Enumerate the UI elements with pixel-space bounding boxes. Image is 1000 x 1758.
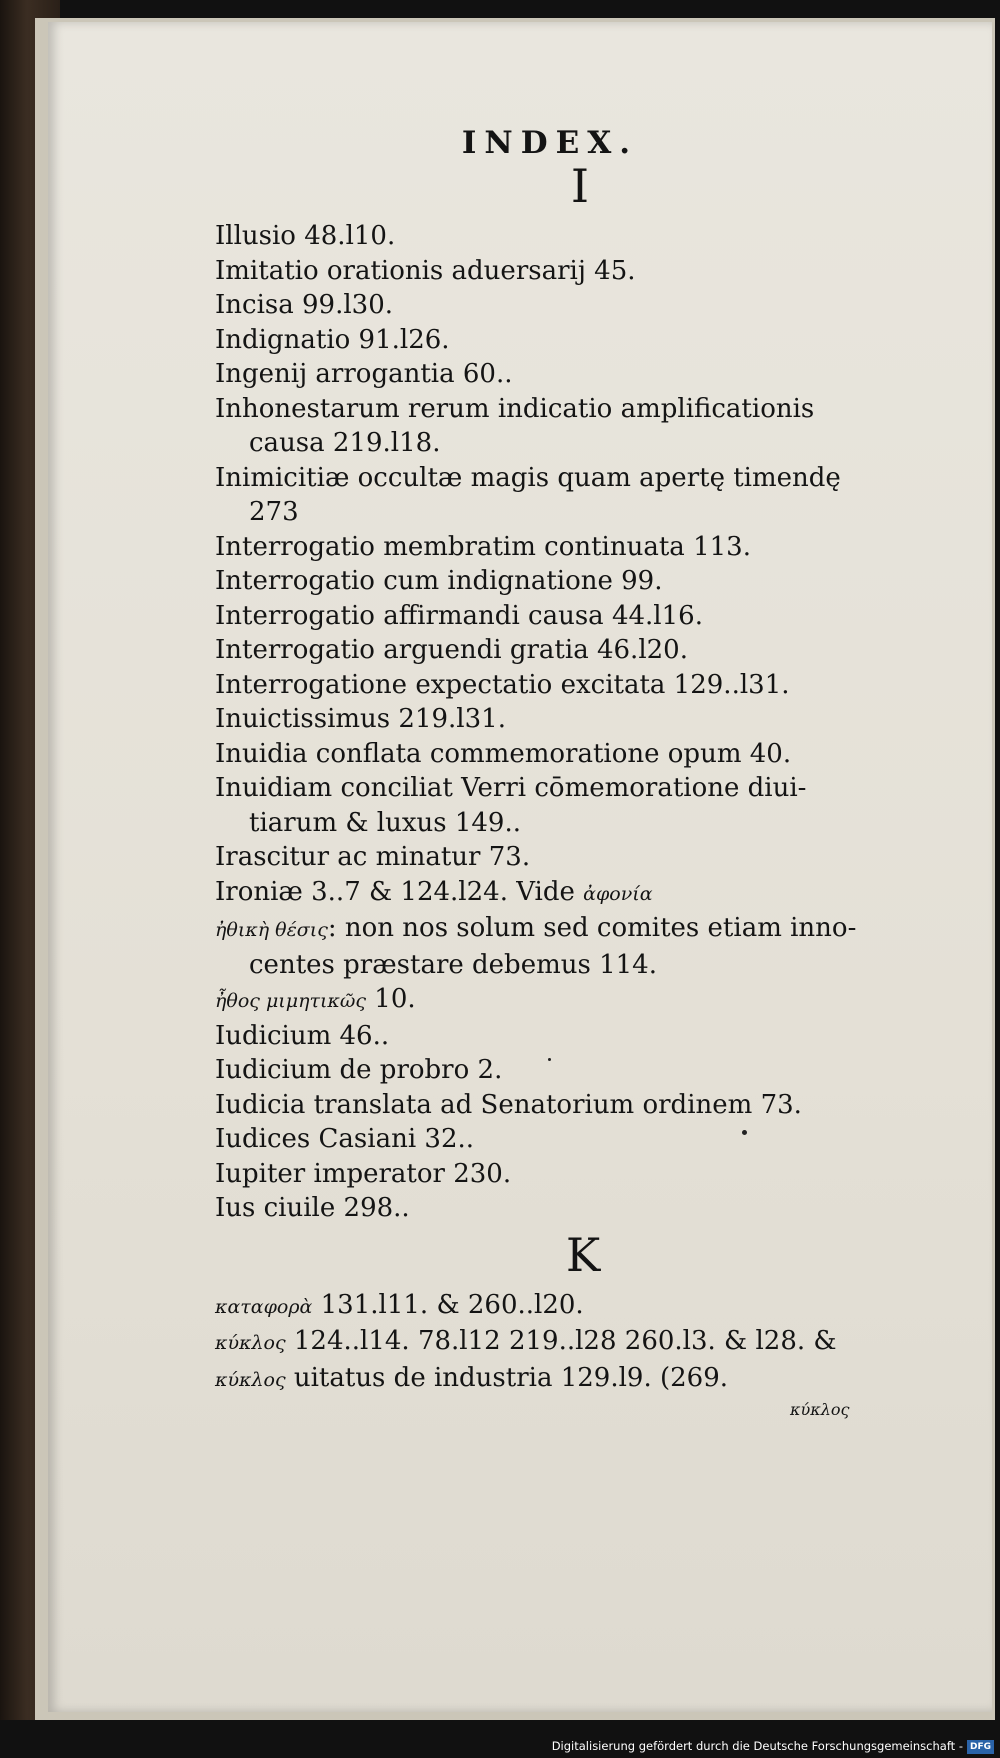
index-entry: [215, 633, 915, 668]
index-entry: [215, 737, 915, 772]
index-entry: [215, 702, 915, 737]
entry-text: Incisa 99.l30.: [215, 290, 394, 320]
entry-text: Ironiæ 3..7 & 124.l24. Vide: [215, 876, 584, 907]
section-i-entries: [215, 219, 915, 1226]
index-entry-continuation: causa 219.l18.: [249, 428, 441, 458]
entry-text: Irascitur ac minatur 73.: [215, 842, 531, 872]
index-entry: [215, 771, 915, 806]
entry-text: 131.l11. & 260..l20.: [312, 1289, 584, 1320]
catchword: κύκλος: [790, 1400, 850, 1419]
entry-text: Inuidiam conciliat Verri cōmemoratione diui-: [215, 773, 807, 803]
section-heading-k: K: [565, 1227, 601, 1282]
greek-term: κύκλος: [215, 1368, 286, 1391]
entry-text: Imitatio orationis aduersarij 45.: [215, 255, 636, 286]
index-entry: [215, 840, 915, 875]
entry-text: Iupiter imperator 230.: [215, 1158, 512, 1189]
entry-text: Illusio 48.l10.: [215, 221, 396, 251]
section-k-entries: [215, 1288, 915, 1398]
index-entry: [215, 288, 915, 323]
index-entry: [215, 1053, 915, 1088]
entry-text: Iudicium de probro 2.: [215, 1055, 503, 1085]
greek-term: ἦθος μιμητικῶς: [215, 990, 367, 1012]
greek-term: καταφορὰ: [215, 1295, 313, 1318]
index-entry: [215, 564, 915, 599]
index-entry: [215, 219, 915, 254]
entry-text: Interrogatio arguendi gratia 46.l20.: [215, 635, 688, 665]
entry-text: 124..l14. 78.l12 219..l28 260.l3. & l28. &: [285, 1326, 837, 1356]
entry-text: Iudices Casiani 32..: [215, 1124, 475, 1154]
running-head: INDEX.: [461, 125, 639, 161]
entry-text: Interrogatio cum indignatione 99.: [215, 566, 663, 596]
footer-text: Digitalisierung gefördert durch die Deutsche Forschungsgemeinschaft -: [551, 1739, 963, 1753]
index-entry: [215, 668, 915, 703]
index-entry: [215, 1288, 915, 1325]
footer-credit: [552, 1736, 994, 1756]
index-entry: [215, 1088, 915, 1123]
entry-text: Inuictissimus 219.l31.: [215, 704, 506, 734]
index-entry: [215, 323, 915, 358]
entry-text: Indignatio 91.l26.: [215, 324, 450, 355]
entry-text: Iudicium 46..: [215, 1020, 390, 1051]
section-heading-i: I: [570, 159, 590, 213]
entry-text: Interrogatione expectatio excitata 129..l31.: [215, 669, 790, 700]
greek-term: ἀφονία: [583, 882, 653, 905]
entry-text: Interrogatio membratim continuata 113.: [215, 531, 751, 562]
index-entry: [215, 1361, 915, 1398]
index-entry: [215, 911, 915, 948]
index-text: [215, 125, 915, 1397]
ink-speck: [742, 1130, 747, 1135]
ink-speck: [548, 1058, 551, 1061]
index-entry-continuation: 273: [249, 497, 299, 527]
index-entry: [215, 1157, 915, 1192]
index-entry: [215, 461, 915, 496]
index-entry: [215, 254, 915, 289]
index-entry: [215, 1019, 915, 1054]
dfg-logo: DFG: [967, 1740, 994, 1754]
entry-text: uitatus de industria 129.l9. (269.: [285, 1362, 729, 1393]
index-entry: [215, 357, 915, 392]
index-entry: [215, 982, 915, 1019]
greek-term: ἠθικὴ θέσις: [215, 919, 328, 941]
index-entry: [215, 1324, 915, 1361]
entry-text: Ius ciuile 298..: [215, 1193, 410, 1223]
index-entry: [215, 599, 915, 634]
index-entry: [215, 875, 915, 912]
index-entry: [215, 392, 915, 427]
index-entry-continuation: tiarum & luxus 149..: [249, 807, 521, 838]
index-entry: [215, 530, 915, 565]
entry-text: 10.: [366, 984, 416, 1014]
entry-text: Inhonestarum rerum indicatio amplificationis: [215, 393, 815, 424]
index-entry: [215, 1122, 915, 1157]
entry-text: Interrogatio affirmandi causa 44.l16.: [215, 600, 703, 631]
greek-term: κύκλος: [215, 1332, 286, 1354]
entry-text: Inimicitiæ occultæ magis quam apertę timendę: [215, 462, 841, 493]
index-entry: [215, 1191, 915, 1226]
entry-text: Ingenij arrogantia 60..: [215, 359, 513, 389]
index-entry-continuation: centes præstare debemus 114.: [249, 949, 657, 980]
entry-text: : non nos solum sed comites etiam inno-: [327, 913, 857, 943]
entry-text: Inuidia conflata commemoratione opum 40.: [215, 738, 792, 769]
entry-text: Iudicia translata ad Senatorium ordinem 73.: [215, 1089, 802, 1120]
